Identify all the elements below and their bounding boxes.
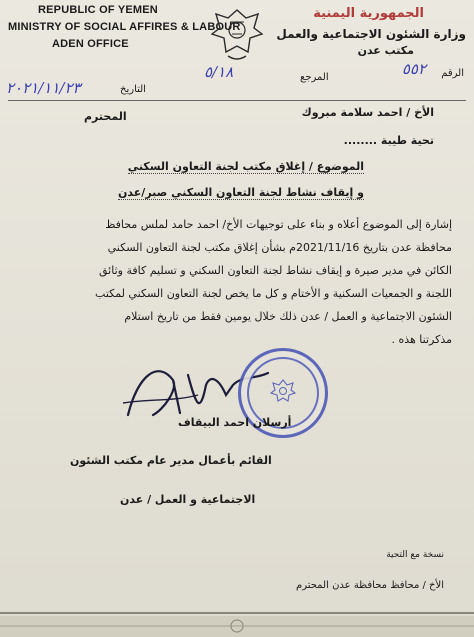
body-paragraph — [22, 213, 452, 351]
addressee-line: الأخ / احمد سلامة مبروك — [301, 106, 434, 119]
ref2-label: المرجع — [300, 72, 329, 83]
subject-line-1: الموضوع / إغلاق مكتب لجنة التعاون السكني — [127, 160, 364, 173]
header-ar-republic: الجمهورية اليمنية — [313, 6, 424, 21]
addressee-honorific: المحترم — [84, 110, 127, 123]
footer-rule — [0, 612, 474, 614]
stamp-eagle-icon — [269, 377, 297, 405]
date-label: التاريخ — [120, 84, 146, 95]
ref-number-label: الرقم — [441, 68, 464, 79]
signatory-name: أرسلان احمد البيقاف — [178, 416, 292, 429]
footer-border-pattern — [0, 616, 474, 637]
signatory-title-line-1: القائم بأعمال مدير عام مكتب الشئون — [70, 454, 272, 467]
body-line: اللجنة و الجمعيات السكنية و الأختام و كل ما يخص لجنة التعاون السكني لمكتب — [95, 287, 452, 300]
signatory-title-line-2: الاجتماعية و العمل / عدن — [120, 493, 256, 506]
body-line: محافظة عدن بتاريخ 2021/11/16م بشأن إغلاق مكتب لجنة التعاون السكني — [107, 241, 452, 254]
ref2-value: ٥/١٨ — [204, 63, 234, 81]
header-ar-ministry: وزارة الشئون الاجتماعية والعمل — [276, 27, 466, 41]
body-line: مذكرتنا هذه . — [391, 333, 452, 346]
ref-number-value: ٥٥٢ — [401, 60, 426, 78]
header-ar-office: مكتب عدن — [357, 44, 414, 57]
header-en-office: ADEN OFFICE — [52, 38, 129, 50]
body-line: الكائن في مدير صيرة و إيقاف نشاط لجنة التعاون السكني و تسليم كافة وثائق — [99, 264, 452, 277]
body-line: إشارة إلى الموضوع أعلاه و بناء على توجيهات الأخ/ احمد حامد لملس محافظ — [105, 218, 452, 231]
copies-honorific: المحترم — [296, 580, 329, 591]
header-en-republic: REPUBLIC OF YEMEN — [38, 4, 158, 16]
date-value: ٢٠٢١/١١/٢٣ — [6, 79, 81, 97]
greeting: تحية طيبة ........ — [343, 134, 434, 147]
subject-line-2: و إيقاف نشاط لجنة التعاون السكني صبر/عدن — [118, 186, 364, 199]
copies-line: الأخ / محافظ محافظة عدن — [332, 580, 444, 591]
yemen-eagle-emblem-icon — [208, 4, 266, 64]
copies-header: نسخة مع التحية — [386, 550, 444, 560]
header-en-ministry: MINISTRY OF SOCIAL AFFIRES & LABOUR — [8, 21, 241, 33]
body-line: الشئون الاجتماعية و العمل / عدن ذلك خلال يومين فقط من تاريخ استلام — [124, 310, 452, 323]
header-divider — [8, 100, 466, 101]
